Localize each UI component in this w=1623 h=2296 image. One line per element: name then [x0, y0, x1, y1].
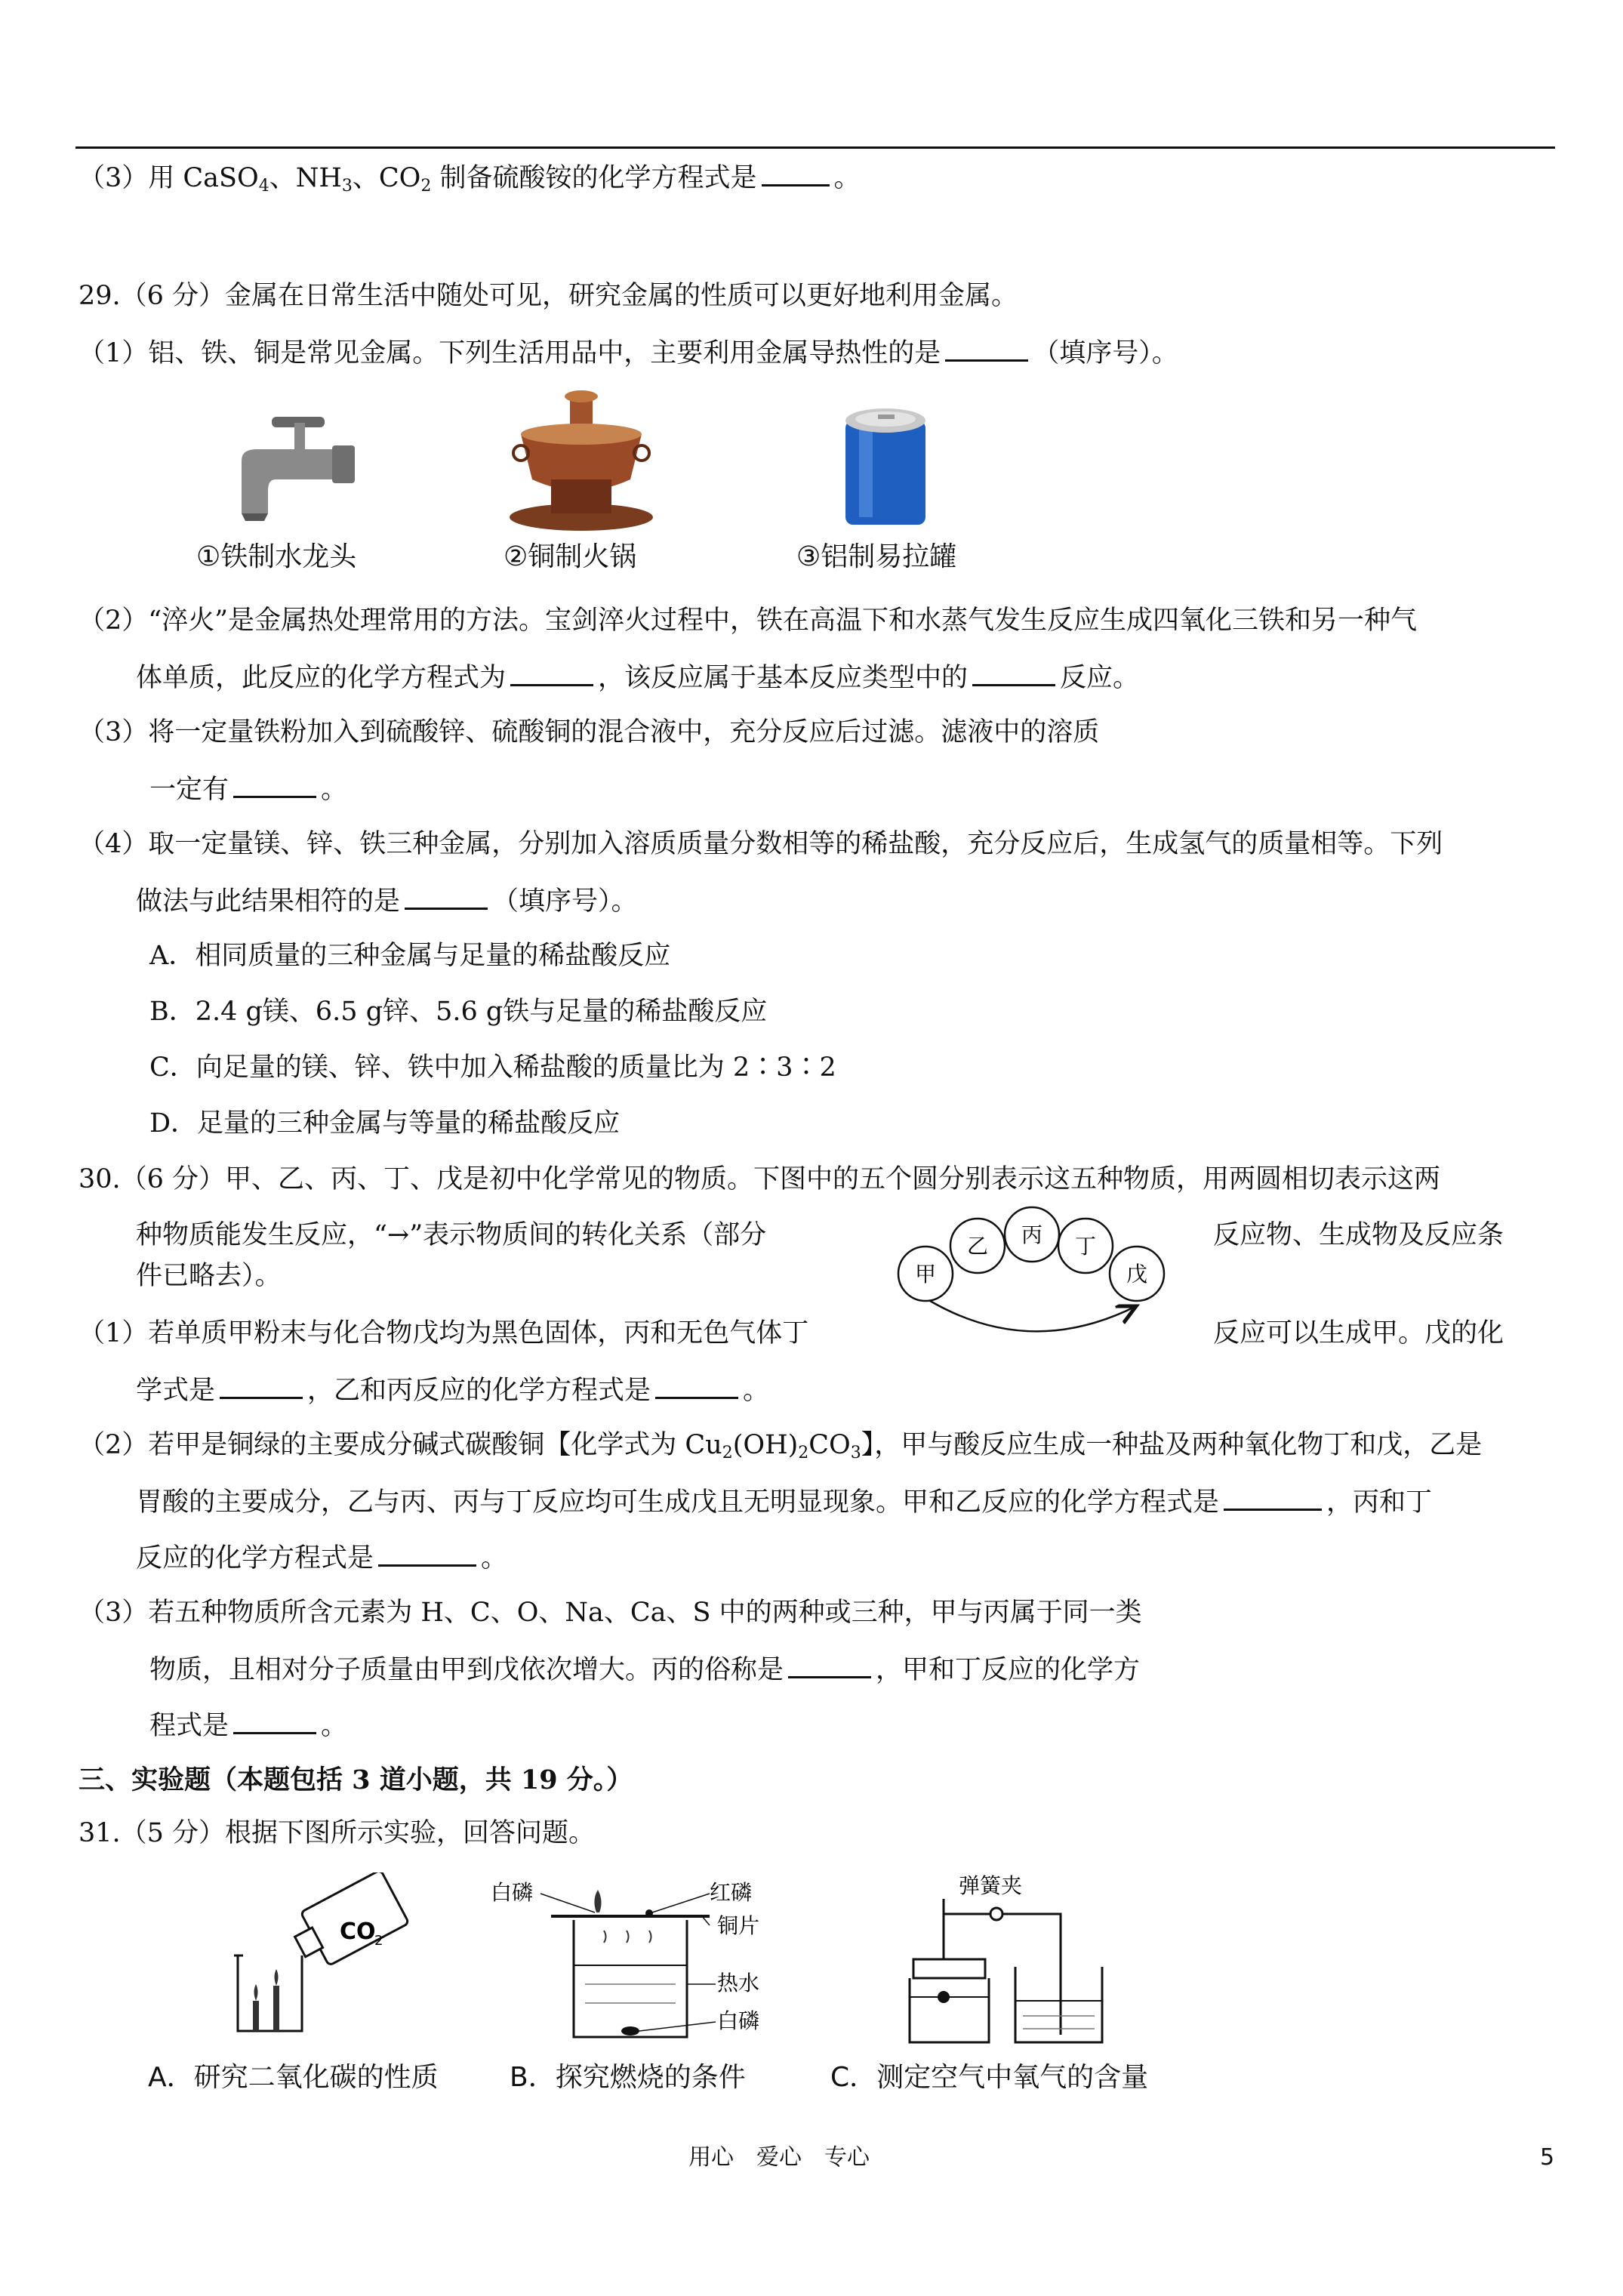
q30-2-line3: 反应的化学方程式是 。	[136, 1540, 507, 1575]
q30-2-line2: 胃酸的主要成分，乙与丙、丙与丁反应均可生成戊且无明显现象。甲和乙反应的化学方程式是 ，丙和丁	[136, 1484, 1432, 1519]
answer-blank[interactable]	[220, 1373, 303, 1399]
option-d: D．足量的三种金属与等量的稀盐酸反应	[149, 1108, 621, 1139]
q30-line2-left: 种物质能发生反应，“→”表示物质间的转化关系（部分	[136, 1220, 767, 1250]
caption-faucet: ①铁制水龙头	[196, 541, 357, 572]
q30-line2-right: 反应物、生成物及反应条	[1213, 1220, 1504, 1250]
label-bing: 丙	[1021, 1222, 1043, 1247]
q29-2-line2: 体单质，此反应的化学方程式为 ，该反应属于基本反应类型中的 反应。	[136, 660, 1139, 695]
option-a: A．相同质量的三种金属与足量的稀盐酸反应	[149, 941, 671, 971]
q29-4-line2: 做法与此结果相符的是 （填序号）。	[136, 883, 638, 918]
q29-4-line1: （4）取一定量镁、锌、铁三种金属，分别加入溶质质量分数相等的稀盐酸，充分反应后，生成氢气的质量相等。下列	[79, 829, 1443, 859]
label-yi: 乙	[966, 1234, 989, 1259]
copper-hotpot-image	[498, 389, 664, 532]
q29-1-line: （1）铝、铁、铜是常见金属。下列生活用品中，主要利用金属导热性的是 （填序号）。	[79, 335, 1178, 370]
hot-water-label: 热水	[717, 1971, 760, 1996]
copper-sheet-label: 铜片	[717, 1913, 760, 1938]
q29-3-line1: （3）将一定量铁粉加入到硫酸锌、硫酸铜的混合液中，充分反应后过滤。滤液中的溶质	[79, 717, 1100, 747]
caption-hotpot: ②铜制火锅	[504, 541, 637, 572]
q30-title: 30.（6 分）甲、乙、丙、丁、戊是初中化学常见的物质。下图中的五个圆分别表示这五种物质，用两圆相切表示这两	[79, 1164, 1441, 1194]
q31-title: 31.（5 分）根据下图所示实验，回答问题。	[79, 1818, 596, 1848]
experiment-c-oxygen-image	[898, 1869, 1155, 2050]
label-ding: 丁	[1074, 1234, 1097, 1259]
label-wu: 戊	[1126, 1262, 1148, 1287]
answer-blank[interactable]	[510, 660, 593, 686]
conversion-arrow	[930, 1301, 1136, 1331]
answer-blank[interactable]	[762, 160, 830, 186]
q29-title: 29.（6 分）金属在日常生活中随处可见，研究金属的性质可以更好地利用金属。	[79, 281, 1018, 311]
q30-3-line3: 程式是 。	[149, 1708, 347, 1743]
q28-3-line: （3）用 CaSO$_4$、$NH_3$、$CO_2$ 制备硫酸铵的化学方程式是 。	[79, 160, 861, 203]
answer-blank[interactable]	[945, 335, 1028, 362]
answer-blank[interactable]	[972, 660, 1055, 686]
red-phosphorus-label: 红磷	[710, 1880, 753, 1905]
experiment-a-co2-image	[226, 1872, 423, 2039]
answer-blank[interactable]	[405, 883, 488, 910]
section-3-heading: 三、实验题（本题包括 3 道小题，共 19 分。）	[79, 1764, 633, 1795]
q30-3-line1: （3）若五种物质所含元素为 H、C、O、Na、Ca、S 中的两种或三种，甲与丙属于同一类	[79, 1598, 1142, 1628]
white-phosphorus-under-water-label: 白磷	[717, 2008, 760, 2033]
co2-label: CO	[340, 1918, 376, 1945]
experiment-b-combustion-image	[491, 1871, 815, 2052]
answer-blank[interactable]	[378, 1540, 476, 1567]
answer-blank[interactable]	[788, 1652, 871, 1678]
header-rule	[75, 146, 1555, 149]
q30-1-line1-right: 反应可以生成甲。戊的化	[1213, 1318, 1504, 1348]
answer-blank[interactable]	[233, 1708, 316, 1734]
label-jia: 甲	[914, 1262, 937, 1287]
footer-motto: 用心 爱心 专心	[688, 2144, 870, 2171]
q30-line3: 件已略去）。	[136, 1261, 282, 1291]
five-circle-diagram	[891, 1204, 1193, 1333]
option-c: C．向足量的镁、锌、铁中加入稀盐酸的质量比为 2∶3∶2	[149, 1052, 836, 1083]
q30-2-line1: （2）若甲是铜绿的主要成分碱式碳酸铜【化学式为 $Cu_2(OH)_2CO_3$】，甲与酸反应生成一种盐及两种氧化物丁和戊，乙是	[79, 1430, 1483, 1462]
white-phosphorus-label: 白磷	[491, 1880, 534, 1905]
answer-blank[interactable]	[655, 1373, 738, 1399]
q30-1-line2: 学式是 ，乙和丙反应的化学方程式是 。	[136, 1373, 769, 1407]
q30-1-line1-left: （1）若单质甲粉末与化合物戊均为黑色固体，丙和无色气体丁	[79, 1318, 809, 1348]
caption-can: ③铝制易拉罐	[796, 541, 957, 572]
page-number: 5	[1540, 2144, 1555, 2171]
q29-3-line2: 一定有 。	[149, 772, 347, 806]
iron-faucet-image	[226, 408, 362, 529]
caption-experiment-b: B．探究燃烧的条件	[510, 2062, 746, 2093]
spring-clip-label: 弹簧夹	[959, 1873, 1023, 1898]
aluminum-can-image	[836, 404, 935, 532]
caption-experiment-a: A．研究二氧化碳的性质	[148, 2062, 439, 2093]
q30-3-line2: 物质，且相对分子质量由甲到戊依次增大。丙的俗称是 ，甲和丁反应的化学方	[149, 1652, 1140, 1687]
answer-blank[interactable]	[1224, 1484, 1322, 1511]
caption-experiment-c: C．测定空气中氧气的含量	[830, 2062, 1149, 2093]
q29-2-line1: （2）“淬火”是金属热处理常用的方法。宝剑淬火过程中，铁在高温下和水蒸气发生反应生成四氧化三铁和另一种气	[79, 606, 1418, 636]
svg-text:2: 2	[374, 1933, 383, 1949]
option-b: B．2.4 g镁、6.5 g锌、5.6 g铁与足量的稀盐酸反应	[149, 997, 768, 1027]
answer-blank[interactable]	[233, 772, 316, 798]
